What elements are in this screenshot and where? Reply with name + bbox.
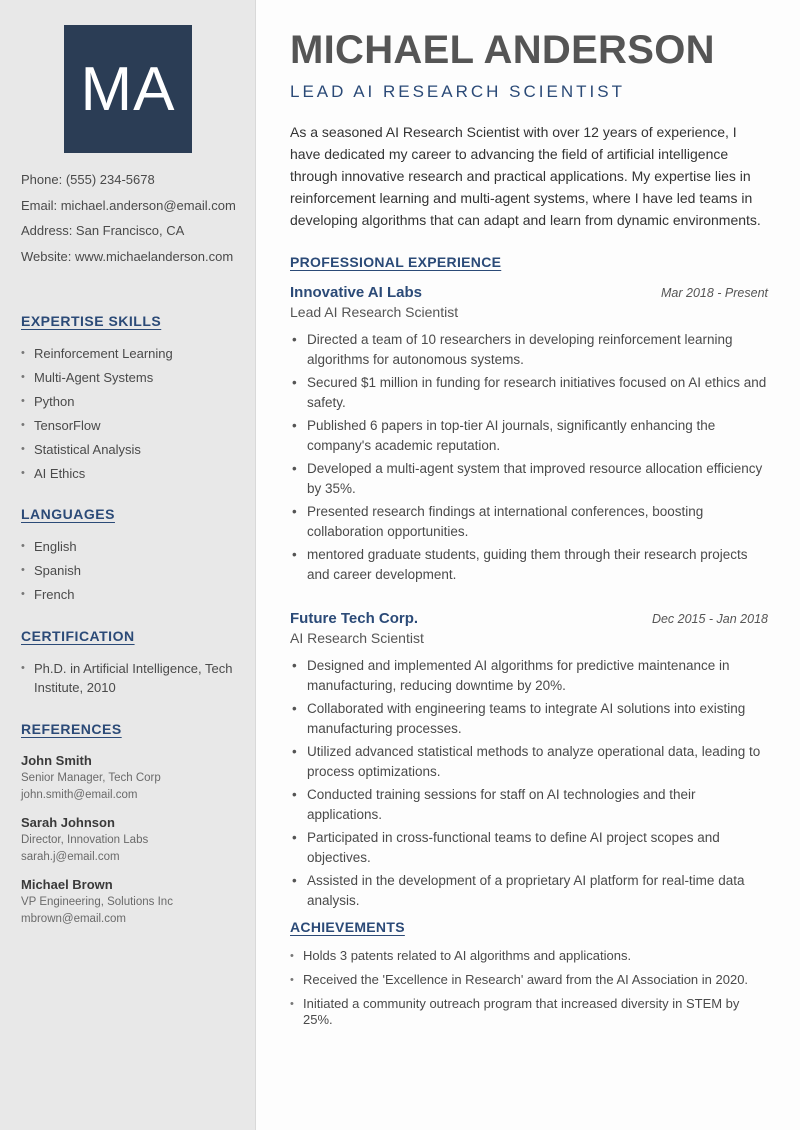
job-bullets [290,330,768,584]
job-entry [290,284,768,588]
reference-name: Sarah Johnson [21,815,115,830]
job-role: AI Research Scientist [290,630,424,646]
language-item: • English [21,537,246,556]
skill-item: • Multi-Agent Systems [21,368,246,387]
job-bullet: • Secured $1 million in funding for research initiatives focused on AI ethics and safety. [307,373,768,412]
reference-email: sarah.j@email.com [21,851,120,863]
contact-website: Website: www.michaelanderson.com [21,248,234,264]
job-bullet: • Directed a team of 10 researchers in developing reinforcement learning algorithms for autonomous systems. [307,330,768,369]
reference-name: John Smith [21,753,92,768]
job-title: LEAD AI RESEARCH SCIENTIST [290,82,625,101]
job-dates: Mar 2018 - Present [661,286,768,300]
language-item: • French [21,585,246,604]
job-bullet: • Designed and implemented AI algorithms for predictive maintenance in manufacturing, reducing downtime by 20%. [307,656,768,695]
job-bullet: • Participated in cross-functional teams to define AI project scopes and objectives. [307,828,768,867]
reference-entry [21,876,246,928]
reference-title: VP Engineering, Solutions Inc [21,896,173,908]
certification-item: • Ph.D. in Artificial Intelligence, Tech Institute, 2010 [21,659,246,697]
achievements-list [290,948,768,1036]
certification-heading: CERTIFICATION [21,628,135,644]
job-bullets [290,656,768,910]
contact-phone: Phone: (555) 234-5678 [21,172,155,187]
language-item: • Spanish [21,561,246,580]
skills-list [21,344,246,488]
skill-item: • Reinforcement Learning [21,344,246,363]
reference-title: Director, Innovation Labs [21,834,149,846]
reference-title: Senior Manager, Tech Corp [21,772,161,784]
sidebar [0,0,256,1130]
job-bullet: • mentored graduate students, guiding them through their research projects and career development. [307,545,768,584]
job-bullet: • Assisted in the development of a proprietary AI platform for real-time data analysis. [307,871,768,910]
experience-heading: PROFESSIONAL EXPERIENCE [290,254,502,270]
achievement-item: • Holds 3 patents related to AI algorithms and applications. [290,948,768,964]
monogram-avatar: MA [64,25,192,153]
job-role: Lead AI Research Scientist [290,304,459,320]
achievement-item: • Initiated a community outreach program that increased diversity in STEM by 25%. [290,996,768,1028]
skills-heading: EXPERTISE SKILLS [21,313,162,329]
skill-item: • TensorFlow [21,416,246,435]
job-bullet: • Conducted training sessions for staff on AI technologies and their applications. [307,785,768,824]
contact-email: Email: michael.anderson@email.com [21,197,236,213]
contact-address: Address: San Francisco, CA [21,223,185,238]
contact-info [21,171,236,273]
reference-entry [21,752,246,804]
company-name: Future Tech Corp. [290,610,419,627]
reference-email: john.smith@email.com [21,789,138,801]
references-heading: REFERENCES [21,721,122,737]
job-bullet: • Utilized advanced statistical methods to analyze operational data, leading to process optimizations. [307,742,768,781]
company-name: Innovative AI Labs [290,284,422,301]
skill-item: • AI Ethics [21,464,246,483]
skill-item: • Python [21,392,246,411]
job-dates: Dec 2015 - Jan 2018 [651,612,768,626]
job-bullet: • Developed a multi-agent system that improved resource allocation efficiency by 35%. [307,459,768,498]
achievements-heading: ACHIEVEMENTS [290,919,405,935]
certification-list [21,659,246,702]
references-list [21,752,246,938]
summary-paragraph: As a seasoned AI Research Scientist with over 12 years of experience, I have dedicated my career to advancing the field of artificial intelligence through innovative research and practical applications. My expertise lies in reinforcement learning and multi-agent systems, where I have led teams in developing algorithms that can adapt and learn from dynamic environments. [290,124,761,228]
reference-email: mbrown@email.com [21,913,126,925]
reference-entry [21,814,246,866]
skill-item: • Statistical Analysis [21,440,246,459]
languages-heading: LANGUAGES [21,506,115,522]
candidate-name: MICHAEL ANDERSON [290,28,715,72]
job-bullet: • Presented research findings at international conferences, boosting collaboration opportunities. [307,502,768,541]
job-bullet: • Collaborated with engineering teams to integrate AI solutions into existing manufacturing processes. [307,699,768,738]
job-bullet: • Published 6 papers in top-tier AI journals, significantly enhancing the company's academic reputation. [307,416,768,455]
job-entry [290,610,768,914]
achievement-item: • Received the 'Excellence in Research' award from the AI Association in 2020. [290,972,768,988]
reference-name: Michael Brown [21,877,113,892]
languages-list [21,537,246,609]
